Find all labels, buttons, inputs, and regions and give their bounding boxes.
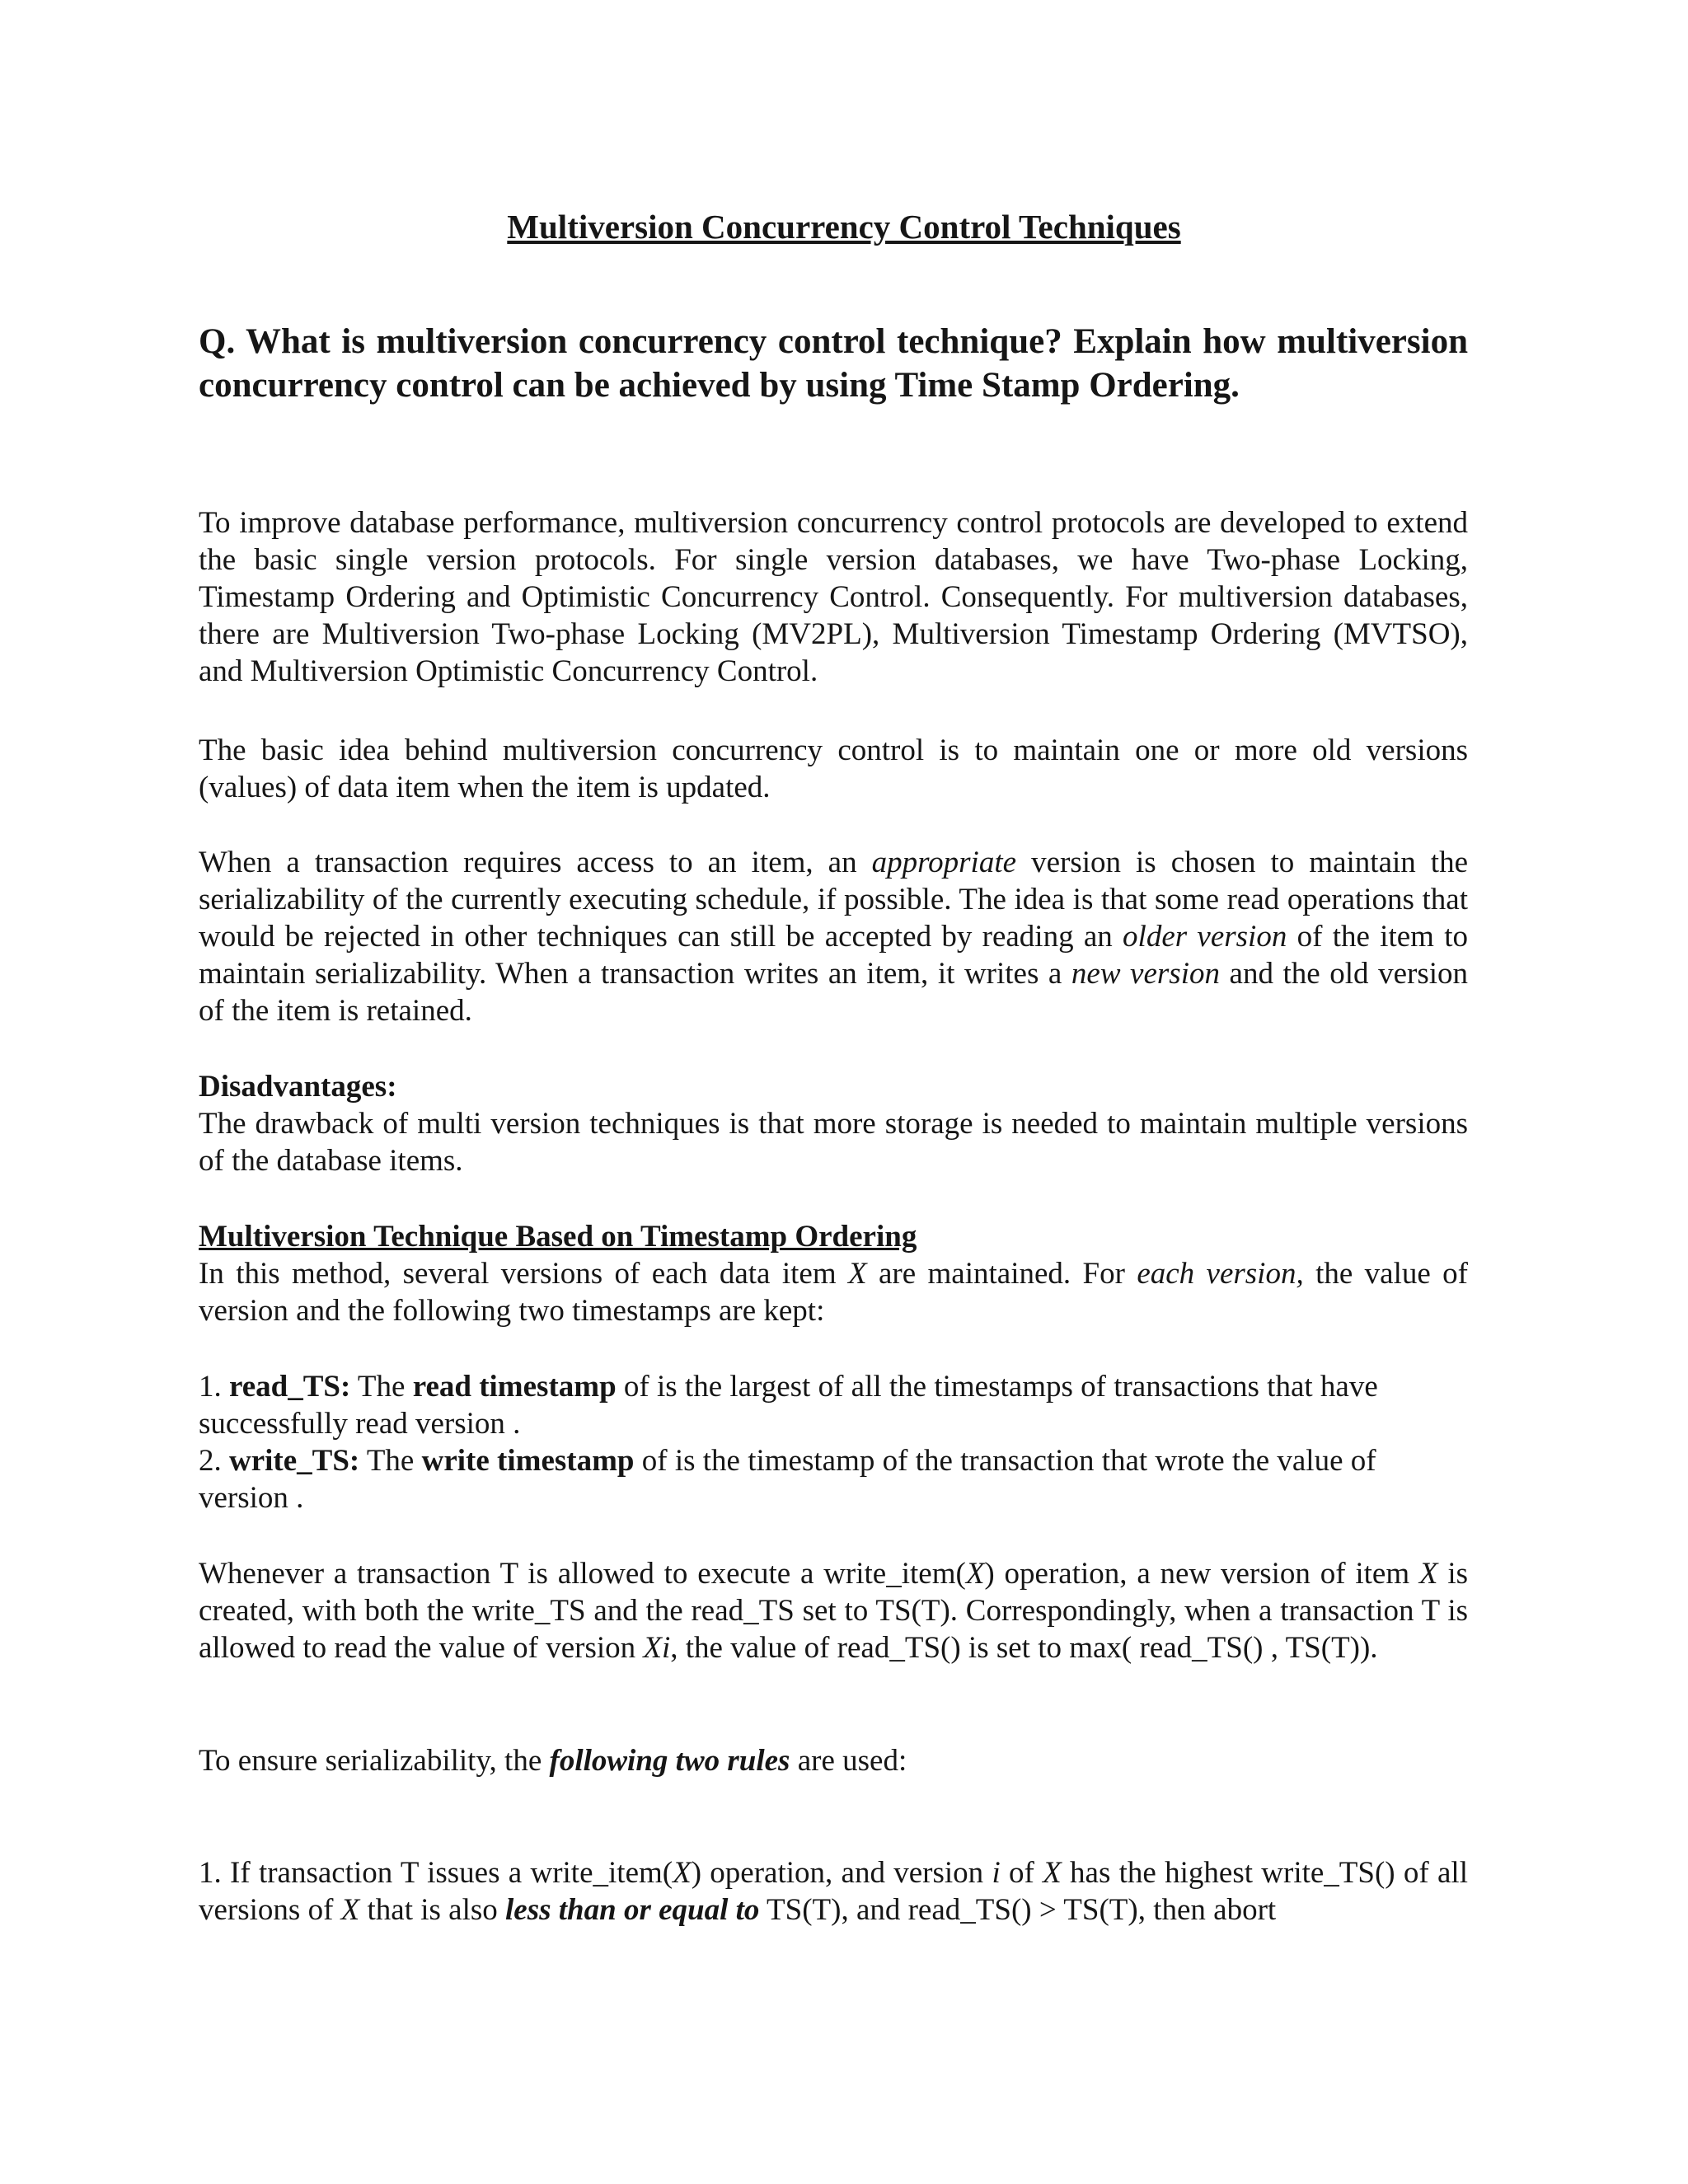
text-run: The (359, 1444, 422, 1478)
rule-1 (199, 1854, 1468, 1929)
text-run: of is the timestamp of the transaction that wrote the value of version . (199, 1444, 1376, 1515)
text-run: ) operation, a new version of item (984, 1557, 1419, 1591)
list-number: 2. (199, 1444, 229, 1478)
text-run: TS(T), and read_TS() > TS(T), then abort (759, 1893, 1277, 1927)
list-number: 1. (199, 1370, 229, 1404)
italic-variable: X (965, 1557, 985, 1591)
text-run: Whenever a transaction T is allowed to execute a write_item( (199, 1557, 966, 1591)
italic-term: new version (1071, 957, 1220, 991)
text-run: version is chosen to maintain the serializability of the currently executing schedule, if possible. The idea is that some read operations that would be rejected in other techniques can still be accepted by reading an (199, 846, 1468, 954)
bold-italic-term: less than or equal to (505, 1893, 760, 1927)
text-run: that is also (359, 1893, 506, 1927)
italic-variable: X (847, 1257, 867, 1291)
term-label: read_TS: (229, 1370, 351, 1404)
question-heading: Q. What is multiversion concurrency control technique? Explain how multiversion concurrency control can be achieved by using Time Stamp Ordering. (199, 322, 1468, 405)
text-run: When a transaction requires access to an item, an (199, 846, 872, 879)
text-run: of the item to maintain serializability. When a transaction writes an item, it writes a (199, 920, 1468, 991)
paragraph-appropriate-version (199, 844, 1468, 1029)
paragraph-basic-idea: The basic idea behind multiversion concurrency control is to maintain one or more old versions (values) of data item when the item is updated. (199, 733, 1468, 804)
italic-variable: X (1043, 1856, 1062, 1890)
paragraph-ensure (199, 1742, 1468, 1779)
bold-term: write timestamp (421, 1444, 635, 1478)
bold-term: read timestamp (412, 1370, 617, 1404)
text-run: the value of version and the following two timestamps are kept: (199, 1257, 1469, 1328)
text-run: and the old version of the item is retained. (199, 957, 1469, 1028)
list-item-read-ts (199, 1368, 1468, 1442)
text-run: , the value of read_TS() is set to max( read_TS() , TS(T)). (670, 1631, 1378, 1665)
italic-variable: Xi (643, 1631, 671, 1665)
italic-variable: i (992, 1856, 1001, 1890)
text-run: of (1000, 1856, 1043, 1890)
italic-term: appropriate (871, 846, 1017, 879)
list-item-write-ts (199, 1442, 1468, 1516)
italic-term: older version (1123, 920, 1287, 954)
text-run: 1. If transaction T issues a write_item( (199, 1856, 673, 1890)
disadvantages-text: The drawback of multi version techniques is that more storage is needed to maintain multiple versions of the database items. (199, 1107, 1468, 1178)
section-heading: Multiversion Technique Based on Timestamp Ordering (199, 1220, 917, 1254)
disadvantages-heading: Disadvantages: (199, 1070, 397, 1104)
text-run: The (350, 1370, 413, 1404)
text-run: is created, with both the write_TS and the read_TS set to TS(T). Correspondingly, when a transaction T is allowed to read the value of version (199, 1557, 1468, 1665)
text-run: are used: (790, 1744, 907, 1778)
bold-italic-term: following two rules (549, 1744, 790, 1778)
text-run: ) operation, and version (691, 1856, 992, 1890)
italic-variable: X (1418, 1557, 1438, 1591)
paragraph-intro: To improve database performance, multiversion concurrency control protocols are developed to extend the basic single version protocols. For single version databases, we have Two-phase Locking, Timestamp Ordering and Optimistic Concurrency Control. Consequently. For multiversion databases, there are Multiversion Two-phase Locking (MV2PL), Multiversion Timestamp Ordering (MVTSO), and Multiversion Optimistic Concurrency Control. (199, 506, 1468, 688)
text-run: are maintained. For (866, 1257, 1137, 1291)
text-run: of is the largest of all the timestamps of transactions that have successfully read version . (199, 1370, 1378, 1441)
text-run: To ensure serializability, the (199, 1744, 550, 1778)
text-run: has the highest write_TS() of all versions of (199, 1856, 1468, 1927)
term-label: write_TS: (229, 1444, 360, 1478)
italic-term: each version, (1137, 1257, 1304, 1291)
paragraph-method (199, 1255, 1468, 1329)
paragraph-whenever (199, 1555, 1468, 1666)
text-run: In this method, several versions of each data item (199, 1257, 848, 1291)
italic-variable: X (340, 1893, 360, 1927)
page-title: Multiversion Concurrency Control Techniques (507, 208, 1181, 246)
italic-variable: X (673, 1856, 692, 1890)
